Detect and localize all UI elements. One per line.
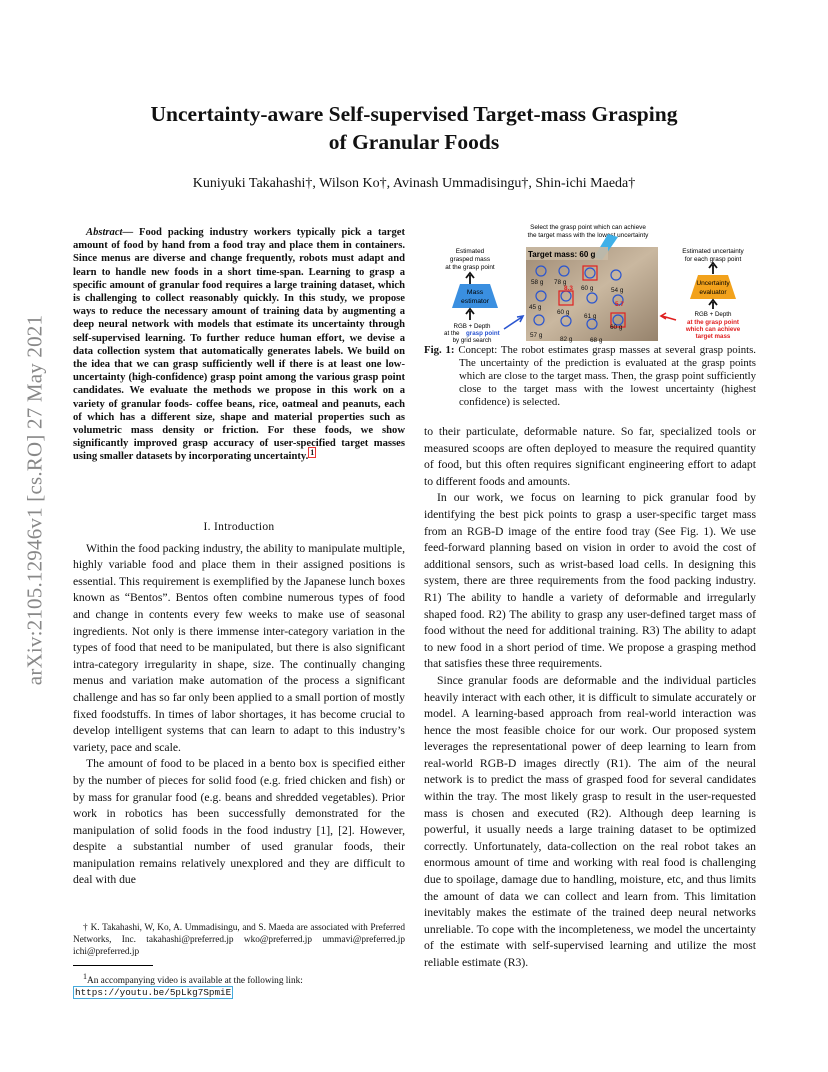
introduction-right bbox=[424, 424, 756, 972]
video-footnote-text: An accompanying video is available at the following link: bbox=[87, 976, 303, 986]
svg-text:at the grasp point: at the grasp point bbox=[445, 264, 495, 271]
svg-text:estimator: estimator bbox=[461, 298, 489, 305]
author-list: Kuniyuki Takahashi†, Wilson Ko†, Avinash Ummadisingu†, Shin-ichi Maeda† bbox=[192, 176, 636, 191]
introduction-left bbox=[73, 511, 405, 889]
svg-text:8.3: 8.3 bbox=[564, 285, 573, 292]
abstract bbox=[73, 226, 405, 464]
svg-text:60 g: 60 g bbox=[557, 309, 570, 316]
arxiv-stamp: arXiv:2105.12946v1 [cs.RO] 27 May 2021 bbox=[22, 314, 47, 686]
video-footnote: 1An accompanying video is available at the following link: https://youtu.be/5pLkg7SpmiE bbox=[75, 971, 303, 998]
footnote-rule bbox=[73, 965, 153, 966]
svg-text:82 g: 82 g bbox=[560, 336, 573, 343]
svg-text:Estimated uncertainty: Estimated uncertainty bbox=[682, 248, 744, 255]
figure-caption bbox=[424, 344, 756, 409]
svg-text:for each grasp point: for each grasp point bbox=[684, 256, 742, 263]
intro-paragraph: to their particulate, deformable nature. So far, specialized tools or measured scoops are often deployed to measure the required quantity of food, but this often requires significant engineering effort to adapt to different foods and amounts. bbox=[424, 425, 756, 488]
svg-text:68 g: 68 g bbox=[590, 337, 603, 344]
svg-text:60 g: 60 g bbox=[610, 324, 623, 331]
caption-label: Fig. 1: bbox=[424, 344, 455, 356]
title-line-1: Uncertainty-aware Self-supervised Target-mass Grasping bbox=[150, 102, 678, 126]
fig-top-note-1: Select the grasp point which can achieve bbox=[530, 224, 646, 231]
svg-text:grasped mass: grasped mass bbox=[449, 256, 491, 263]
svg-text:78 g: 78 g bbox=[554, 279, 567, 286]
svg-text:Mass: Mass bbox=[466, 289, 484, 296]
concept-figure bbox=[424, 220, 756, 345]
target-mass-label: Target mass: 60 g bbox=[528, 250, 596, 259]
svg-text:RGB + Depth: RGB + Depth bbox=[694, 311, 732, 318]
svg-text:57 g: 57 g bbox=[530, 332, 543, 339]
svg-text:evaluator: evaluator bbox=[699, 289, 727, 296]
svg-text:target mass: target mass bbox=[695, 333, 731, 340]
svg-text:61 g: 61 g bbox=[584, 313, 597, 320]
svg-text:45 g: 45 g bbox=[529, 304, 542, 311]
svg-text:58 g: 58 g bbox=[531, 279, 544, 286]
svg-text:Estimated: Estimated bbox=[455, 248, 485, 255]
footnote-ref[interactable]: 1 bbox=[310, 447, 315, 457]
title-line-2: of Granular Foods bbox=[328, 130, 500, 154]
svg-text:RGB + Depth: RGB + Depth bbox=[453, 323, 491, 330]
svg-text:5.7: 5.7 bbox=[615, 301, 624, 308]
paper-title bbox=[80, 100, 748, 156]
svg-text:grasp point: grasp point bbox=[466, 330, 500, 337]
intro-paragraph: In our work, we focus on learning to pick granular food by identifying the best pick points to grasp a user-specific target mass from an RGB-D image of the entire food tray (See Fig. 1). We use feed-forward planning based on vision in order to avoid the cost of additional sensors, such as wrist-based load cells. In designing this system, there are three requirements from the food packing industry. R1) The ability to handle a variety of deformable and irregularly shaped food. R2) The ability to grasp any user-defined target mass of food without the need for additional training. R3) The ability to adapt to new food in a short period of time. We propose a grasping method that satisfies these three requirements. bbox=[424, 491, 756, 671]
video-link[interactable]: https://youtu.be/5pLkg7SpmiE bbox=[75, 987, 232, 998]
svg-text:at the grasp point: at the grasp point bbox=[687, 319, 739, 326]
svg-text:which can achieve: which can achieve bbox=[685, 326, 741, 333]
affiliation-footnote: † K. Takahashi, W, Ko, A. Ummadisingu, and S. Maeda are associated with Preferred Networks, Inc. takahashi@preferred.jp wko@preferred.jp ummavi@preferred.jp ichi@preferred.jp bbox=[73, 923, 405, 957]
abstract-text: — Food packing industry workers typically pick a target amount of food by hand from a food tray and place them in containers. Since menus are diverse and change frequently, robots must adapt and learn to handle new foods in a short time-span. Learning to grasp a specific amount of granular food requires a large training dataset, which is challenging to collect reasonably quickly. In this study, we propose ways to reduce the necessary amount of training data by augmenting a deep neural network with models that estimate its uncertainty through self-supervised learning. To further reduce human effort, we devise a data collection system that automatically generates labels. We build on the idea that we can grasp sufficiently well if there is at least one low-uncertainty (high-confidence) grasp point among the various grasp point candidates. We evaluate the methods we propose in this work on a variety of granular foods- coffee beans, rice, oatmeal and peanuts, each of which has a different size, shape and material properties such as volumetric mass density or friction. For these foods, we show significantly improved grasp accuracy of user-specified target masses using smaller datasets by incorporating uncertainty. bbox=[73, 227, 405, 463]
svg-text:at the: at the bbox=[444, 330, 460, 337]
intro-paragraph: The amount of food to be placed in a bento box is specified either by the number of pieces for solid food (e.g. fried chicken and fish) or by mass for granular food (e.g. beans and shredded vegetables). Prior work in robotics has been successfully demonstrated for the manipulation of solid foods in the food industry [1], [2]. However, despite a substantial number of used granular foods, their manipulation remains relatively unexplored and they are difficult to deal with due bbox=[73, 757, 405, 887]
svg-text:54 g: 54 g bbox=[611, 287, 624, 294]
intro-paragraph: Within the food packing industry, the ability to manipulate multiple, highly variable food and place them in their assigned positions is essential. This requirement is exemplified by the Japanese lunch boxes known as “Bentos”. Bentos often combine numerous types of food and change in contents every few weeks to make use of seasonal ingredients. Not only is there immense inter-category variation in the types of food that need to be manipulated, but there is also significant intra-category irregularity in shape, size. The continually changing menus and variation make automation of the process a significant challenge and has so far only been applied to a small portion of mostly fixed foodstuffs. In times of labor shortages, it has become crucial to develop intelligent systems that can learn to adapt to this industry’s variety, pace and scale. bbox=[73, 541, 405, 754]
svg-text:by grid search: by grid search bbox=[452, 337, 492, 344]
svg-text:Uncertainty: Uncertainty bbox=[696, 280, 730, 287]
section-heading: I. Introduction bbox=[203, 521, 275, 533]
abstract-label: Abstract bbox=[86, 227, 123, 238]
intro-paragraph: Since granular foods are deformable and the individual particles heavily interact with each other, it is difficult to simulate accurately or model. A learning-based approach from real-world interaction was hence the most feasible choice for our work. Our proposed system leverages the representational power of deep learning to learn from real-world RGB-D images directly (R1). The aim of the neural network is to predict the mass of grasped food for several candidates within the tray. The most likely grasp to result in the user-requested mass is chosen and executed (R2). Although deep learning is powerful, it usually needs a large training dataset to be optimized correctly. Unfortunately, data-collection on the real robot takes an enormous amount of time and working with real food is challenging due to spoilage, damage due to handling, moisture, etc, and thus limits the amount of data we can collect and learn from. This limitation inevitably makes the estimate of the trained deep neural networks unreliable. To cope with the incompleteness, we model the uncertainty of the estimate with self-supervised learning and utilize the most reliable estimate (R3). bbox=[424, 673, 756, 969]
caption-text: Concept: The robot estimates grasp masses at several grasp points. The uncertainty of the prediction is evaluated at the grasp points which are close to the target mass. Then, the grasp point sufficiently close to the target mass with the lowest uncertainty (highest confidence) is selected. bbox=[454, 344, 756, 409]
svg-text:60 g: 60 g bbox=[581, 285, 594, 292]
fig-top-note-2: the target mass with the lowest uncertainty bbox=[527, 232, 649, 239]
